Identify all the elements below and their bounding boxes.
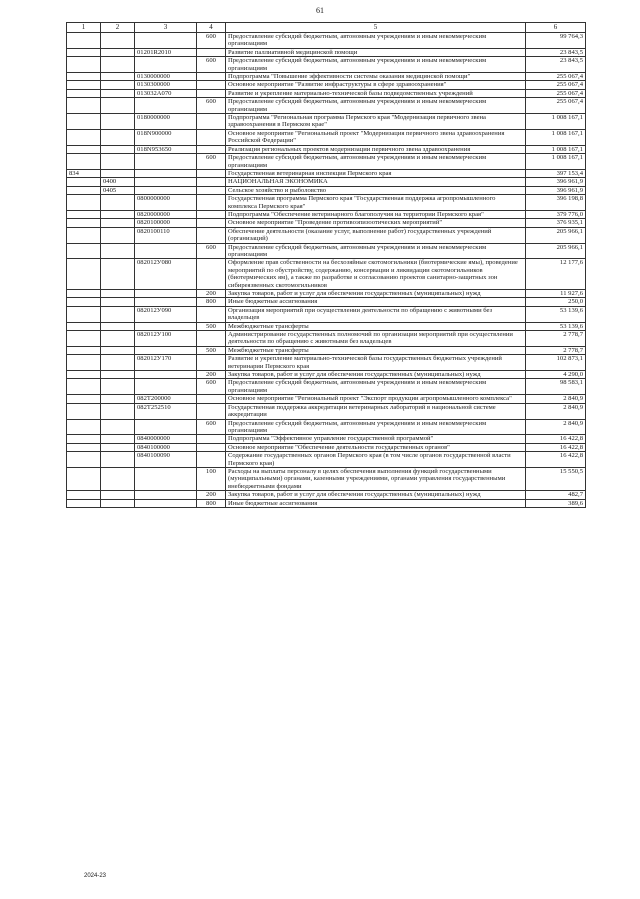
row-amount: 396 198,8 (526, 195, 586, 211)
expense-type-code (197, 210, 226, 218)
table-row (67, 403, 586, 419)
target-code: 0840000000 (135, 435, 197, 443)
row-amount: 482,7 (526, 491, 586, 499)
row-description: Подпрограмма "Региональная программа Пермского края "Модернизация первичного звена здравоохранения в Пермском крае" (226, 114, 526, 130)
row-amount: 2 778,7 (526, 331, 586, 347)
row-description: Закупка товаров, работ и услуг для обеспечения государственных (муниципальных) нужд (226, 491, 526, 499)
expense-type-code: 500 (197, 346, 226, 354)
row-description: Реализация региональных проектов модернизации первичного звена здравоохранения (226, 145, 526, 153)
section-code (101, 227, 135, 243)
expense-type-code: 200 (197, 491, 226, 499)
table-row (67, 195, 586, 211)
row-amount: 255 067,4 (526, 73, 586, 81)
expense-type-code (197, 443, 226, 451)
row-amount: 396 961,9 (526, 186, 586, 194)
target-code (135, 467, 197, 490)
target-code: 0130300000 (135, 81, 197, 89)
header-cell: 1 (67, 23, 101, 33)
row-amount: 53 139,6 (526, 322, 586, 330)
row-amount: 11 927,6 (526, 290, 586, 298)
target-code: 0180000000 (135, 114, 197, 130)
row-amount: 2 778,7 (526, 346, 586, 354)
header-cell: 2 (101, 23, 135, 33)
expense-type-code (197, 145, 226, 153)
row-description: Предоставление субсидий бюджетным, автономным учреждениям и иным некоммерческим организациям (226, 419, 526, 435)
expense-type-code (197, 435, 226, 443)
target-code (135, 186, 197, 194)
row-description: Иные бюджетные ассигнования (226, 499, 526, 507)
ministry-code (67, 290, 101, 298)
section-code (101, 243, 135, 259)
section-code (101, 371, 135, 379)
row-amount: 1 008 167,1 (526, 145, 586, 153)
ministry-code (67, 89, 101, 97)
target-code (135, 33, 197, 49)
section-code (101, 89, 135, 97)
section-code (101, 259, 135, 290)
table-row (67, 243, 586, 259)
expense-type-code (197, 81, 226, 89)
table-row (67, 81, 586, 89)
ministry-code (67, 178, 101, 186)
ministry-code (67, 322, 101, 330)
row-description: Основное мероприятие "Проведение противоэпизоотических мероприятий" (226, 219, 526, 227)
section-code (101, 98, 135, 114)
section-code (101, 129, 135, 145)
expense-type-code: 600 (197, 154, 226, 170)
section-code (101, 306, 135, 322)
header-cell: 6 (526, 23, 586, 33)
expense-type-code (197, 227, 226, 243)
row-description: Предоставление субсидий бюджетным, автономным учреждениям и иным некоммерческим организациям (226, 57, 526, 73)
expense-type-code: 200 (197, 371, 226, 379)
row-amount: 250,0 (526, 298, 586, 306)
ministry-code (67, 346, 101, 354)
table-row (67, 322, 586, 330)
ministry-code (67, 499, 101, 507)
table-row (67, 331, 586, 347)
target-code (135, 346, 197, 354)
row-description: Сельское хозяйство и рыболовство (226, 186, 526, 194)
table-row (67, 186, 586, 194)
target-code: 082012У090 (135, 306, 197, 322)
table-row (67, 298, 586, 306)
table-row (67, 57, 586, 73)
row-amount: 99 764,3 (526, 33, 586, 49)
target-code (135, 419, 197, 435)
section-code (101, 467, 135, 490)
target-code: 018N953650 (135, 145, 197, 153)
expense-type-code: 600 (197, 57, 226, 73)
target-code: 082012У100 (135, 331, 197, 347)
table-row (67, 178, 586, 186)
section-code (101, 419, 135, 435)
row-amount: 379 776,0 (526, 210, 586, 218)
row-description: Расходы на выплаты персоналу в целях обеспечения выполнения функций государственными (муниципальными) органами, казенными учреждениями, органами управления государственными внебюджетными фондами (226, 467, 526, 490)
target-code: 0840100090 (135, 452, 197, 468)
ministry-code (67, 243, 101, 259)
table-row (67, 227, 586, 243)
row-amount: 12 177,6 (526, 259, 586, 290)
expense-type-code: 600 (197, 419, 226, 435)
row-amount: 102 873,1 (526, 355, 586, 371)
expense-type-code: 800 (197, 298, 226, 306)
ministry-code (67, 491, 101, 499)
row-amount: 98 583,1 (526, 379, 586, 395)
ministry-code (67, 81, 101, 89)
row-description: Подпрограмма "Эффективное управление государственной программой" (226, 435, 526, 443)
section-code (101, 57, 135, 73)
target-code (135, 98, 197, 114)
target-code: 0820100000 (135, 219, 197, 227)
target-code: 0130000000 (135, 73, 197, 81)
expense-type-code: 600 (197, 98, 226, 114)
target-code (135, 499, 197, 507)
row-description: Подпрограмма "Обеспечение ветеринарного благополучия на территории Пермского края" (226, 210, 526, 218)
target-code: 0820100110 (135, 227, 197, 243)
row-description: Обеспечение деятельности (оказание услуг, выполнение работ) государственных учреждений (организаций) (226, 227, 526, 243)
row-amount: 2 840,9 (526, 395, 586, 403)
target-code: 082Т200000 (135, 395, 197, 403)
row-description: Подпрограмма "Повышение эффективности системы оказания медицинской помощи" (226, 73, 526, 81)
table-row (67, 210, 586, 218)
expense-type-code (197, 403, 226, 419)
row-description: Оформление прав собственности на бесхозяйные скотомогильники (биотермические ямы), проведение мероприятий по обустройству, содержанию, консервации и ликвидации скотомогильников (биотермических ям), а также по разработке и согласованию проектов санитарно-защитных зон сибиреязвенных скотомогильников (226, 259, 526, 290)
section-code (101, 491, 135, 499)
row-amount: 23 843,5 (526, 48, 586, 56)
ministry-code (67, 371, 101, 379)
target-code: 01201R2010 (135, 48, 197, 56)
target-code (135, 154, 197, 170)
row-amount: 1 008 167,1 (526, 129, 586, 145)
table-row (67, 290, 586, 298)
row-description: Основное мероприятие "Региональный проект "Модернизация первичного звена здравоохранения Российской Федерации" (226, 129, 526, 145)
target-code: 0800000000 (135, 195, 197, 211)
ministry-code (67, 306, 101, 322)
row-description: Межбюджетные трансферты (226, 346, 526, 354)
footer-code: 2024-23 (84, 873, 107, 879)
row-description: Основное мероприятие "Развитие инфраструктуры в сфере здравоохранения" (226, 81, 526, 89)
ministry-code: 834 (67, 169, 101, 177)
table-row (67, 73, 586, 81)
target-code: 082012У080 (135, 259, 197, 290)
ministry-code (67, 379, 101, 395)
section-code (101, 169, 135, 177)
row-amount: 397 153,4 (526, 169, 586, 177)
row-description: Межбюджетные трансферты (226, 322, 526, 330)
target-code (135, 379, 197, 395)
section-code (101, 403, 135, 419)
target-code: 082012У170 (135, 355, 197, 371)
expense-type-code (197, 89, 226, 97)
table-row (67, 395, 586, 403)
expense-type-code (197, 452, 226, 468)
row-description: Развитие и укрепление материально-технической базы государственных бюджетных учреждений ветеринарии Пермского края (226, 355, 526, 371)
section-code (101, 298, 135, 306)
section-code (101, 331, 135, 347)
row-amount: 255 067,4 (526, 89, 586, 97)
expense-type-code (197, 73, 226, 81)
row-amount: 1 008 167,1 (526, 114, 586, 130)
ministry-code (67, 419, 101, 435)
table-row (67, 89, 586, 97)
row-description: Развитие и укрепление материально-технической базы подведомственных учреждений (226, 89, 526, 97)
ministry-code (67, 219, 101, 227)
expense-type-code (197, 129, 226, 145)
row-description: НАЦИОНАЛЬНАЯ ЭКОНОМИКА (226, 178, 526, 186)
ministry-code (67, 98, 101, 114)
ministry-code (67, 435, 101, 443)
expense-type-code (197, 306, 226, 322)
section-code (101, 355, 135, 371)
row-description: Развитие паллиативной медицинской помощи (226, 48, 526, 56)
table-row (67, 259, 586, 290)
expense-type-code (197, 331, 226, 347)
ministry-code (67, 210, 101, 218)
ministry-code (67, 145, 101, 153)
table-row (67, 306, 586, 322)
expense-type-code (197, 195, 226, 211)
row-amount: 16 422,8 (526, 452, 586, 468)
row-amount: 255 067,4 (526, 98, 586, 114)
budget-table (66, 22, 586, 508)
target-code (135, 243, 197, 259)
section-code (101, 145, 135, 153)
section-code (101, 346, 135, 354)
ministry-code (67, 443, 101, 451)
row-description: Иные бюджетные ассигнования (226, 298, 526, 306)
row-description: Предоставление субсидий бюджетным, автономным учреждениям и иным некоммерческим организациям (226, 243, 526, 259)
row-amount: 396 961,9 (526, 178, 586, 186)
section-code (101, 114, 135, 130)
expense-type-code: 600 (197, 379, 226, 395)
section-code (101, 33, 135, 49)
table-row (67, 419, 586, 435)
row-amount: 205 966,1 (526, 227, 586, 243)
expense-type-code (197, 186, 226, 194)
target-code: 0840100000 (135, 443, 197, 451)
expense-type-code: 100 (197, 467, 226, 490)
row-description: Предоставление субсидий бюджетным, автономным учреждениям и иным некоммерческим организациям (226, 98, 526, 114)
row-amount: 4 290,0 (526, 371, 586, 379)
table-row (67, 452, 586, 468)
ministry-code (67, 195, 101, 211)
row-amount: 2 840,9 (526, 419, 586, 435)
ministry-code (67, 395, 101, 403)
expense-type-code (197, 178, 226, 186)
section-code (101, 435, 135, 443)
ministry-code (67, 186, 101, 194)
row-description: Закупка товаров, работ и услуг для обеспечения государственных (муниципальных) нужд (226, 371, 526, 379)
table-row (67, 371, 586, 379)
expense-type-code: 800 (197, 499, 226, 507)
target-code: 018N900000 (135, 129, 197, 145)
target-code (135, 298, 197, 306)
table-row (67, 98, 586, 114)
table-row (67, 443, 586, 451)
ministry-code (67, 331, 101, 347)
row-description: Предоставление субсидий бюджетным, автономным учреждениям и иным некоммерческим организациям (226, 154, 526, 170)
row-amount: 15 550,5 (526, 467, 586, 490)
section-code (101, 48, 135, 56)
ministry-code (67, 57, 101, 73)
section-code (101, 452, 135, 468)
ministry-code (67, 452, 101, 468)
row-description: Организация мероприятий при осуществлении деятельности по обращению с животными без владельцев (226, 306, 526, 322)
row-description: Содержание государственных органов Пермского края (в том числе органов государственной власти Пермского края) (226, 452, 526, 468)
expense-type-code (197, 219, 226, 227)
header-cell: 4 (197, 23, 226, 33)
ministry-code (67, 227, 101, 243)
row-description: Государственная ветеринарная инспекция Пермского края (226, 169, 526, 177)
ministry-code (67, 298, 101, 306)
section-code (101, 443, 135, 451)
table-row (67, 169, 586, 177)
target-code (135, 57, 197, 73)
table-row (67, 48, 586, 56)
ministry-code (67, 403, 101, 419)
section-code: 0400 (101, 178, 135, 186)
expense-type-code (197, 259, 226, 290)
ministry-code (67, 48, 101, 56)
table-row (67, 219, 586, 227)
table-header-row (67, 23, 586, 33)
page-number: 61 (316, 6, 324, 15)
ministry-code (67, 73, 101, 81)
table-row (67, 346, 586, 354)
target-code: 0820000000 (135, 210, 197, 218)
row-description: Государственная поддержка аккредитации ветеринарных лабораторий в национальной системе аккредитации (226, 403, 526, 419)
row-amount: 255 067,4 (526, 81, 586, 89)
ministry-code (67, 259, 101, 290)
expense-type-code (197, 169, 226, 177)
row-amount: 53 139,6 (526, 306, 586, 322)
row-description: Основное мероприятие "Региональный проект "Экспорт продукции агропромышленного комплекса" (226, 395, 526, 403)
expense-type-code: 600 (197, 33, 226, 49)
target-code (135, 290, 197, 298)
target-code (135, 169, 197, 177)
section-code (101, 499, 135, 507)
expense-type-code: 500 (197, 322, 226, 330)
ministry-code (67, 154, 101, 170)
section-code (101, 322, 135, 330)
ministry-code (67, 467, 101, 490)
header-cell: 5 (226, 23, 526, 33)
section-code (101, 219, 135, 227)
section-code (101, 210, 135, 218)
expense-type-code (197, 48, 226, 56)
row-amount: 16 422,8 (526, 435, 586, 443)
table-row (67, 145, 586, 153)
expense-type-code: 200 (197, 290, 226, 298)
table-row (67, 129, 586, 145)
section-code (101, 81, 135, 89)
row-description: Государственная программа Пермского края "Государственная поддержка агропромышленного комплекса Пермского края" (226, 195, 526, 211)
table-row (67, 33, 586, 49)
row-description: Предоставление субсидий бюджетным, автономным учреждениям и иным некоммерческим организациям (226, 33, 526, 49)
row-description: Закупка товаров, работ и услуг для обеспечения государственных (муниципальных) нужд (226, 290, 526, 298)
table-row (67, 114, 586, 130)
target-code: 013032А070 (135, 89, 197, 97)
row-amount: 1 008 167,1 (526, 154, 586, 170)
section-code (101, 290, 135, 298)
table-row (67, 435, 586, 443)
row-amount: 23 843,5 (526, 57, 586, 73)
row-amount: 2 840,9 (526, 403, 586, 419)
row-description: Предоставление субсидий бюджетным, автономным учреждениям и иным некоммерческим организациям (226, 379, 526, 395)
row-amount: 16 422,8 (526, 443, 586, 451)
target-code (135, 322, 197, 330)
ministry-code (67, 33, 101, 49)
section-code: 0405 (101, 186, 135, 194)
expense-type-code (197, 355, 226, 371)
row-amount: 205 966,1 (526, 243, 586, 259)
table-row (67, 467, 586, 490)
target-code (135, 178, 197, 186)
section-code (101, 73, 135, 81)
section-code (101, 195, 135, 211)
target-code: 082Т252510 (135, 403, 197, 419)
target-code (135, 491, 197, 499)
target-code (135, 371, 197, 379)
row-description: Администрирование государственных полномочий по организации мероприятий при осуществлении деятельности по обращению с животными без владельцев (226, 331, 526, 347)
ministry-code (67, 355, 101, 371)
header-cell: 3 (135, 23, 197, 33)
ministry-code (67, 129, 101, 145)
table-row (67, 379, 586, 395)
section-code (101, 379, 135, 395)
row-description: Основное мероприятие "Обеспечение деятельности государственных органов" (226, 443, 526, 451)
row-amount: 389,6 (526, 499, 586, 507)
row-amount: 376 935,1 (526, 219, 586, 227)
expense-type-code: 600 (197, 243, 226, 259)
table-row (67, 154, 586, 170)
table-row (67, 499, 586, 507)
table-row (67, 491, 586, 499)
section-code (101, 154, 135, 170)
table-row (67, 355, 586, 371)
expense-type-code (197, 395, 226, 403)
expense-type-code (197, 114, 226, 130)
ministry-code (67, 114, 101, 130)
section-code (101, 395, 135, 403)
